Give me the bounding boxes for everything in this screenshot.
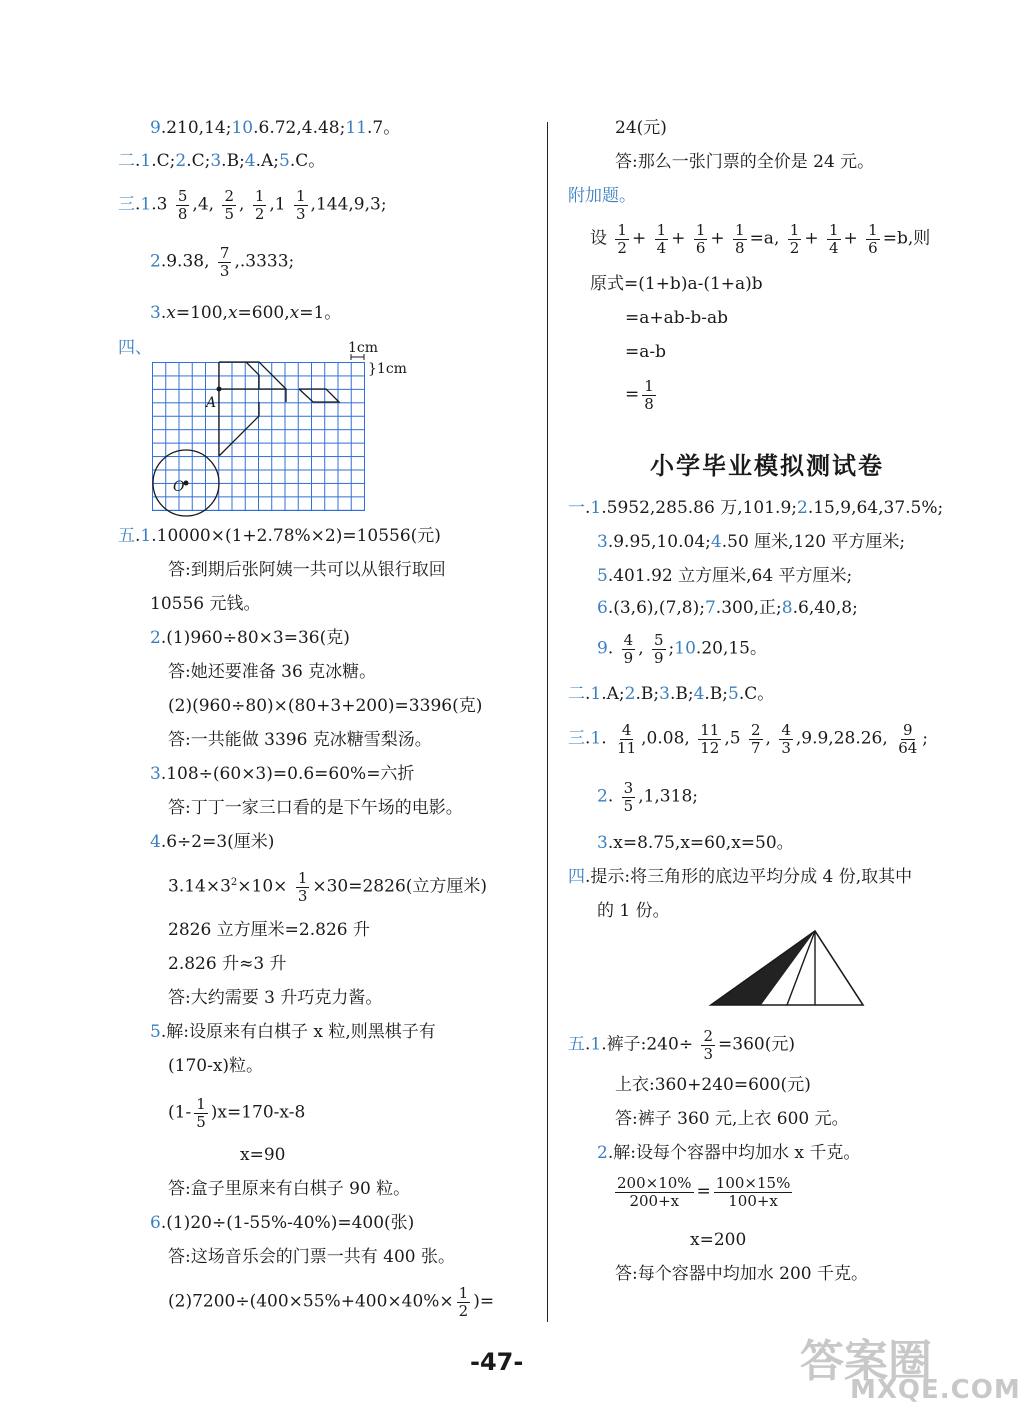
answer-line: 6.(3,6),(7,8);7.300,正;8.6,40,8; <box>597 598 858 618</box>
answer-line: 2.解:设每个容器中均加水 x 千克。 <box>597 1143 861 1163</box>
answer-line: 3.x=8.75,x=60,x=50。 <box>597 833 794 853</box>
column-divider <box>547 122 548 1322</box>
fraction: $\frac{4}{3}$ <box>781 721 791 757</box>
answer-line: 答:到期后张阿姨一共可以从银行取回 <box>168 560 446 580</box>
fraction: $\frac{100\times 15\%}{100+x}$ <box>715 1174 791 1210</box>
answer-line: $\frac{200\times 10\%}{200+x}$ = $\frac{100\times 15\%}{100+x}$ <box>617 1174 791 1210</box>
fraction: $\frac{1}{3}$ <box>296 187 306 223</box>
watermark-url: MXQE.COM <box>850 1375 1021 1405</box>
answer-line: 答:裤子 360 元,上衣 600 元。 <box>615 1109 849 1129</box>
answer-line: (1- $\frac{1}{5}$ )x=170-x-8 <box>168 1095 306 1131</box>
fraction: $\frac{2}{7}$ <box>750 721 761 757</box>
fraction: $\frac{1}{6}$ <box>868 221 878 257</box>
page-title: 小学毕业模拟测试卷 <box>650 452 884 480</box>
fraction: $\frac{1}{5}$ <box>196 1095 206 1131</box>
answer-line: 5.401.92 立方厘米,64 平方厘米; <box>597 566 853 586</box>
answer-line: 答:大约需要 3 升巧克力酱。 <box>168 988 383 1008</box>
answer-line: (170-x)粒。 <box>168 1056 264 1076</box>
point-label-a: A <box>206 395 217 411</box>
answer-line: =a+ab-b-ab <box>625 308 729 328</box>
answer-line: 9.210,14;10.6.72,4.48;11.7。 <box>150 118 401 138</box>
fraction: $\frac{1}{2}$ <box>254 187 265 223</box>
answer-line: 4.6÷2=3(厘米) <box>150 832 275 852</box>
answer-line: = $\frac{1}{8}$ <box>625 377 654 413</box>
fraction: $\frac{1}{2}$ <box>789 221 800 257</box>
answer-line: 二.1.A;2.B;3.B;4.B;5.C。 <box>568 684 775 704</box>
answer-line: 3.9.95,10.04;4.50 厘米,120 平方厘米; <box>597 532 906 552</box>
answer-line: 五.1.裤子:240÷ $\frac{2}{3}$ =360(元) <box>568 1027 795 1063</box>
answer-line: 9. $\frac{4}{9}$ , $\frac{5}{9}$ ;10.20,15。 <box>597 631 767 667</box>
answer-line: 上衣:360+240=600(元) <box>615 1075 811 1095</box>
answer-line: 答:丁丁一家三口看的是下午场的电影。 <box>168 798 463 818</box>
answer-line: 3.x=100,x=600,x=1。 <box>150 303 342 323</box>
answer-line: $3.14\times 3^2\times 10\times$ $\frac{1}{3}$ ×30=2826(立方厘米) <box>168 869 488 905</box>
fraction: $\frac{1}{6}$ <box>695 221 706 257</box>
answer-line: 答:那么一张门票的全价是 24 元。 <box>615 152 875 172</box>
fraction: $\frac{3}{5}$ <box>623 779 634 815</box>
fraction: $\frac{5}{9}$ <box>654 631 664 667</box>
answer-line: 答:这场音乐会的门票一共有 400 张。 <box>168 1247 455 1267</box>
fraction: $\frac{4}{9}$ <box>623 631 634 667</box>
point-label-o: O <box>173 479 185 495</box>
unit-label-top: 1cm <box>348 340 379 356</box>
answer-line: 10556 元钱。 <box>150 594 261 614</box>
answer-line: 2.826 升≈3 升 <box>168 954 287 974</box>
answer-line: x=90 <box>240 1145 286 1165</box>
fraction: $\frac{1}{8}$ <box>735 221 745 257</box>
fraction: $\frac{2}{5}$ <box>224 187 234 223</box>
answer-line: 四.提示:将三角形的底边平均分成 4 份,取其中 <box>568 867 913 887</box>
answer-line: 2.(1)960÷80×3=36(克) <box>150 628 350 648</box>
fraction: $\frac{5}{8}$ <box>177 187 188 223</box>
fraction: $\frac{2}{3}$ <box>703 1027 714 1063</box>
answer-line: 三.1. $\frac{4}{11}$ ,0.08, $\frac{11}{12}$ ,5 $\frac{2}{7}$ , $\frac{4}{3}$ ,9.9,28.26, $\frac{9}{64}$ ; <box>568 721 929 757</box>
fraction: $\frac{9}{64}$ <box>898 721 918 757</box>
answer-line: 答:盒子里原来有白棋子 90 粒。 <box>168 1179 411 1199</box>
fraction: $\frac{1}{4}$ <box>828 221 839 257</box>
answer-line: x=200 <box>690 1230 747 1250</box>
answer-line: 一.1.5952,285.86 万,101.9;2.15,9,64,37.5%; <box>568 498 944 518</box>
fraction: $\frac{7}{3}$ <box>219 244 230 280</box>
answer-line: 三.1.3 $\frac{5}{8}$ ,4, $\frac{2}{5}$ , $\frac{1}{2}$ ,1 $\frac{1}{3}$ ,144,9,3; <box>118 187 387 223</box>
answer-line: 的 1 份。 <box>597 901 670 921</box>
fraction: $\frac{1}{3}$ <box>297 869 308 905</box>
unit-label-side: }1cm <box>368 361 407 377</box>
answer-line: (2)(960÷80)×(80+3+200)=3396(克) <box>168 696 483 716</box>
answer-line: 3.108÷(60×3)=0.6=60%=六折 <box>150 764 415 784</box>
section-label: 四、 <box>118 338 152 358</box>
answer-line: 6.(1)20÷(1-55%-40%)=400(张) <box>150 1213 415 1233</box>
watermark-logo: 答案圈 <box>800 1336 932 1387</box>
fraction: $\frac{1}{4}$ <box>656 221 667 257</box>
answer-line: 5.解:设原来有白棋子 x 粒,则黑棋子有 <box>150 1022 436 1042</box>
fraction: $\frac{11}{12}$ <box>700 721 720 757</box>
fraction: $\frac{1}{8}$ <box>644 377 654 413</box>
fraction: $\frac{1}{2}$ <box>458 1284 469 1320</box>
fraction: $\frac{200\times 10\%}{200+x}$ <box>617 1174 692 1210</box>
answer-line: 2.9.38, $\frac{7}{3}$ ,.3333; <box>150 244 295 280</box>
answer-line: 设 $\frac{1}{2}$ + $\frac{1}{4}$ + $\frac{1}{6}$ + $\frac{1}{8}$ =a, $\frac{1}{2}$ + $\frac{1}{4}$ + $\frac{1}{6}$ =b,则 <box>590 221 931 257</box>
fraction: $\frac{4}{11}$ <box>617 721 637 757</box>
answer-line: 原式=(1+b)a-(1+a)b <box>590 274 763 294</box>
answer-line: 答:她还要准备 36 克冰糖。 <box>168 662 377 682</box>
answer-line: 答:一共能做 3396 克冰糖雪梨汤。 <box>168 730 432 750</box>
answer-line: (2)7200÷(400×55%+400×40%× $\frac{1}{2}$ )= <box>168 1284 495 1320</box>
answer-line: 五.1.10000×(1+2.78%×2)=10556(元) <box>118 526 441 546</box>
answer-line: 2. $\frac{3}{5}$ ,1,318; <box>597 779 698 815</box>
answer-line: 答:每个容器中均加水 200 千克。 <box>615 1264 868 1284</box>
answer-line: 二.1.C;2.C;3.B;4.A;5.C。 <box>118 151 326 171</box>
fraction: $\frac{1}{2}$ <box>617 221 627 257</box>
answer-line: 2826 立方厘米=2.826 升 <box>168 920 370 940</box>
page-number: -47- <box>470 1348 524 1376</box>
triangle-figure <box>705 925 875 1015</box>
answer-line: =a-b <box>625 342 667 362</box>
answer-line: 24(元) <box>615 118 667 138</box>
section-label: 附加题。 <box>568 186 636 206</box>
